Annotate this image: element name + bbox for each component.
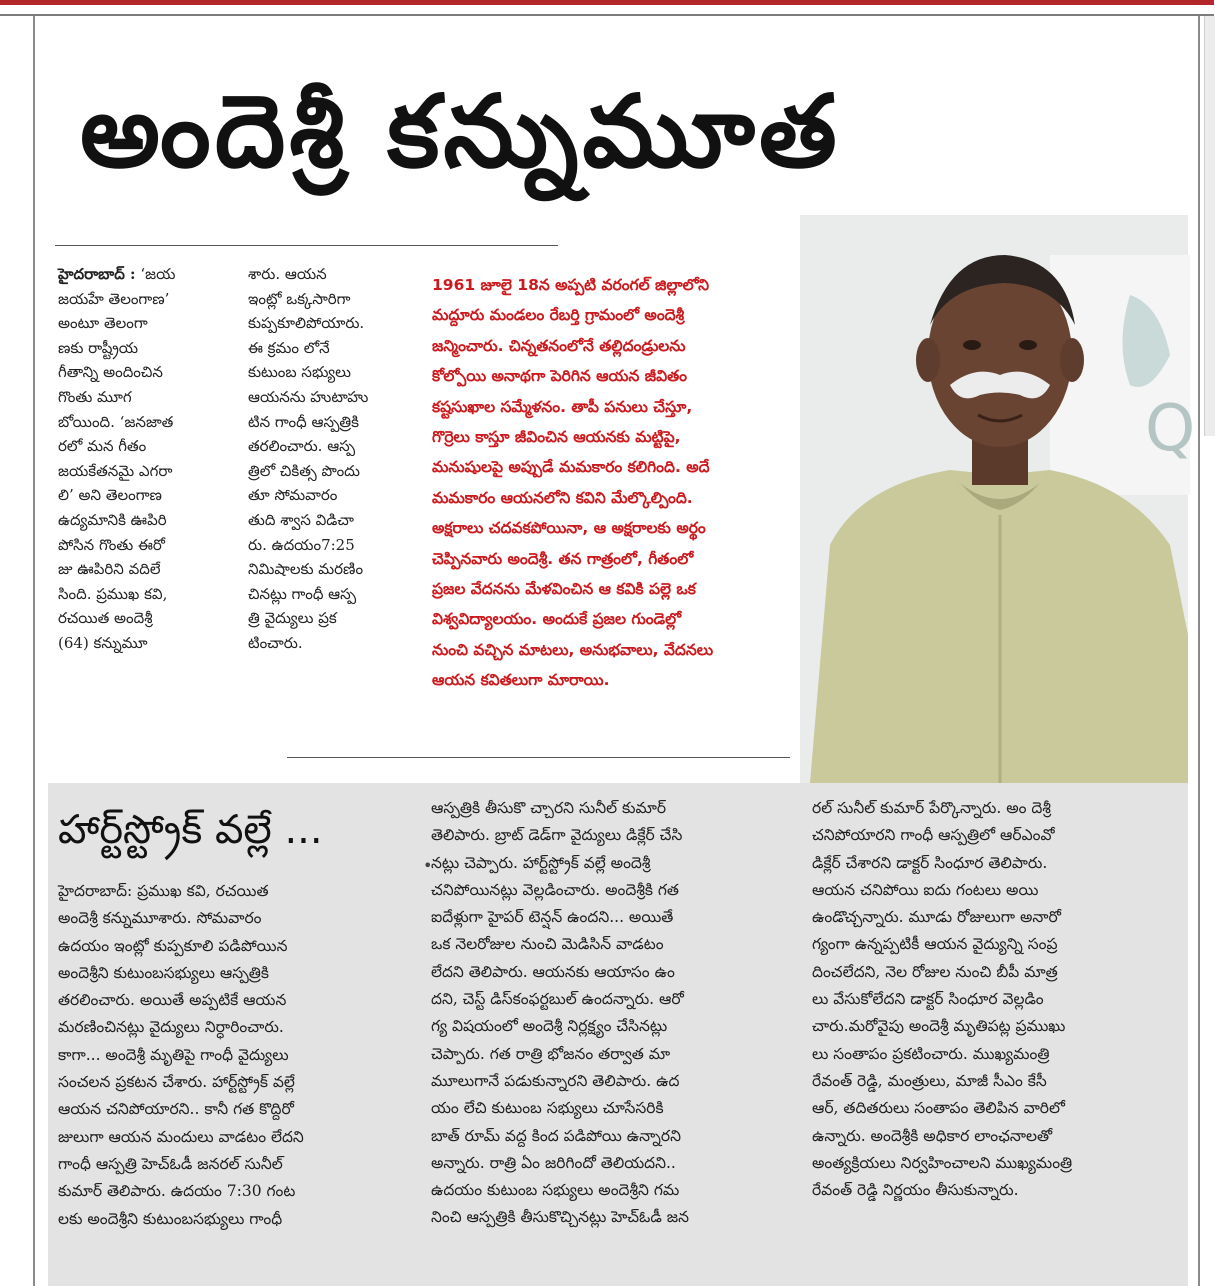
line: జయకేతనమై ఎగరా — [58, 461, 173, 480]
article-bottom-rule — [287, 757, 790, 758]
svg-text:Q: Q — [1145, 392, 1196, 466]
line: చినట్లు గాంధీ ఆస్ప — [248, 584, 357, 603]
line: లేదని తెలిపారు. ఆయనకు ఆయాసం ఉం — [431, 962, 675, 981]
line: మూలుగానే పడుకున్నారని తెలిపారు. ఉద — [431, 1071, 680, 1090]
top-color-bar — [0, 0, 1214, 5]
line: కుటుంబ సభ్యులు — [248, 363, 351, 382]
sidebar-column-2 — [431, 795, 799, 1232]
line: రేవంత్ రెడ్డి నిర్ణయం తీసుకున్నారు. — [812, 1181, 1019, 1200]
line: జు ఊపిరిని వదిలే — [58, 560, 161, 579]
line: గొర్రెలు కాస్తూ జీవించిన ఆయనకు మట్టిపై, — [432, 428, 681, 447]
line: ఆర్, తదితరులు సంతాపం తెలిపిన వారిలో — [812, 1099, 1065, 1118]
line: అందెశ్రీ కన్నుమూశారు. సోమవారం — [58, 909, 262, 928]
line: నించి ఆస్పత్రికి తీసుకొచ్చినట్లు హెచ్ఓడీ జన — [431, 1208, 689, 1227]
dateline: హైదరాబాద్ : — [58, 265, 136, 283]
line: చారు.మరోవైపు అందెశ్రీ మృతిపట్ల ప్రముఖు — [812, 1017, 1066, 1036]
line: తెలిపారు. బ్రాట్ డెడ్‌గా వైద్యులు డిక్లేర్ చేసి — [431, 826, 683, 845]
line: అంత్యక్రియలు నిర్వహించాలని ముఖ్యమంత్రి — [812, 1153, 1073, 1172]
line: (64) కన్నుమూ — [58, 633, 148, 652]
bullet-marker: • — [423, 856, 433, 875]
line: ఆస్పత్రికి తీసుకొ చ్చారని సునీల్ కుమార్ — [431, 799, 667, 817]
line: రల్ సునీల్ కుమార్ పేర్కొన్నారు. అం దెశ్రీ — [812, 799, 1051, 817]
line: తరలించారు. ఆస్ప — [248, 437, 356, 456]
line: శారు. ఆయన — [248, 265, 327, 283]
sidebar-column-3 — [812, 795, 1182, 1204]
line: మనుషులపై అప్పుడే మమకారం కలిగింది. అదే — [432, 458, 710, 477]
line: ఉదయం ఇంట్లో కుప్పకూలి పడిపోయిన — [58, 936, 288, 955]
line: ఇంట్లో ఒక్కసారిగా — [248, 289, 351, 308]
line: కుప్పకూలిపోయారు. — [248, 314, 365, 333]
line: జయహే తెలంగాణ’ — [58, 289, 170, 308]
line: దించలేదని, నెల రోజుల నుంచి బీపీ మాత్ర — [812, 962, 1058, 981]
line: ఐదేళ్లుగా హైపర్ టెన్షన్ ఉందని... అయితే — [431, 908, 674, 927]
line: గాంధీ ఆస్పత్రి హెచ్ఓడీ జనరల్ సునీల్ — [58, 1154, 283, 1173]
line: గ్య విషయంలో అందెశ్రీ నిర్లక్ష్యం చేసినట్లు — [431, 1017, 668, 1036]
line: ఈ క్రమం లోనే — [248, 338, 330, 357]
headline-underline — [55, 245, 558, 246]
line: నిమిషాలకు మరణిం — [248, 560, 364, 579]
line: దని, చెస్ట్ డిస్‌కంఫర్టబుల్ ఉందన్నారు. ఆరో — [431, 990, 684, 1009]
line: త్రి వైద్యులు ప్రక — [248, 609, 337, 628]
line: చెప్పినవారు అందెశ్రీ. తన గాత్రంలో, గీతంలో — [432, 549, 694, 568]
line: టించారు. — [248, 633, 303, 652]
line: కష్టసుఖాల సమ్మేళనం. తాపీ పనులు చేస్తూ, — [432, 397, 693, 416]
highlight-paragraph — [432, 270, 820, 696]
line: గీతాన్ని అందించిన — [58, 363, 163, 382]
line: రు. ఉదయం7:25 — [248, 535, 355, 554]
line: ఉదయం కుటుంబ సభ్యులు అందెశ్రీని గమ — [431, 1181, 680, 1200]
line: కాగా... అందెశ్రీ మృతిపై గాంధీ వైద్యులు — [58, 1045, 289, 1064]
line: యం లేచి కుటుంబ సభ్యులు చూసేసరికి — [431, 1099, 664, 1118]
line: అంటూ తెలంగా — [58, 314, 148, 333]
line: హైదరాబాద్: ప్రముఖ కవి, రచయిత — [58, 882, 269, 900]
line: కోల్పోయి అనాథగా పెరిగిన ఆయన జీవితం — [432, 367, 688, 386]
article-column-2 — [248, 262, 418, 656]
line: రలో మన గీతం — [58, 437, 147, 456]
line: త్రిలో చికిత్స పొందు — [248, 461, 360, 480]
line: ఉన్నారు. అందెశ్రీకి అధికార లాంఛనాలతో — [812, 1126, 1053, 1145]
line: మద్దూరు మండలం రేబర్తి గ్రామంలో అందెశ్రీ — [432, 306, 685, 325]
headline: అందెశ్రీ కన్నుమూత — [80, 73, 841, 190]
line: చెప్పారు. గత రాత్రి భోజనం తర్వాత మా — [431, 1044, 671, 1063]
line: తూ సోమవారం — [248, 486, 338, 505]
line: నట్లు చెప్పారు. హార్ట్‌స్ట్రోక్ వల్లే అందెశ్రీ — [431, 853, 651, 872]
line: అందెశ్రీని కుటుంబసభ్యులు ఆస్పత్రికి — [58, 963, 269, 982]
article-column-1 — [58, 262, 238, 656]
line — [58, 262, 238, 287]
line: లకు అందెశ్రీని కుటుంబసభ్యులు గాంధీ — [58, 1209, 283, 1228]
line: లు సంతాపం ప్రకటించారు. ముఖ్యమంత్రి — [812, 1044, 1050, 1063]
line: లి’ అని తెలంగాణ — [58, 486, 162, 505]
line: అక్షరాలు చదవకపోయినా, ఆ అక్షరాలకు అర్థం — [432, 519, 706, 538]
line: చనిపోయినట్లు వెల్లడించారు. అందెశ్రీకి గత — [431, 880, 679, 899]
portrait-illustration — [800, 215, 1196, 783]
line: గ్యంగా ఉన్నప్పటికీ ఆయన వైద్యున్ని సంప్ర — [812, 935, 1058, 954]
line: సింది. ప్రముఖ కవి, — [58, 584, 168, 603]
line: జన్మించారు. చిన్నతనంలోనే తల్లిదండ్రులను — [432, 336, 686, 355]
line: లు వేసుకోలేదని డాక్టర్ సింధూర వెల్లడిం — [812, 990, 1044, 1009]
portrait-photo — [800, 215, 1196, 783]
line: బోయింది. ‘జనజాత — [58, 412, 174, 431]
line: ఆయన చనిపోయారని.. కానీ గత కొద్దిరో — [58, 1100, 294, 1119]
sidebar-column-1 — [58, 878, 418, 1233]
line: జులుగా ఆయన మందులు వాడటం లేదని — [58, 1127, 304, 1146]
line: ప్రజల వేదనను మేళవించిన ఆ కవికి పల్లె ఒక — [432, 580, 696, 599]
line: కుమార్ తెలిపారు. ఉదయం 7:30 గంట — [58, 1182, 296, 1201]
line: డిక్లేర్ చేశారని డాక్టర్ సింధూర తెలిపారు. — [812, 853, 1048, 872]
line: అన్నారు. రాత్రి ఏం జరిగిందో తెలియదని.. — [431, 1153, 676, 1172]
sidebar-heading: హార్ట్‌స్ట్రోక్ వల్లే ... — [58, 807, 323, 853]
line: విశ్వవిద్యాలయం. అందుకే ప్రజల గుండెల్లో — [432, 610, 682, 629]
line: ఉండొచ్చన్నారు. మూడు రోజులుగా అనారో — [812, 908, 1061, 927]
line: చనిపోయారని గాంధీ ఆస్పత్రిలో ఆర్ఎంవో — [812, 826, 1055, 845]
line: ణకు రాష్ట్రీయ — [58, 338, 139, 357]
line: ఆయన కవితలుగా మారాయి. — [432, 671, 610, 690]
line: పోసిన గొంతు ఈరో — [58, 535, 165, 554]
line: నుంచి వచ్చిన మాటలు, అనుభవాలు, వేదనలు — [432, 640, 714, 659]
line-text: ‘జయ — [140, 265, 176, 283]
line: టిన గాంధీ ఆస్పత్రికి — [248, 412, 359, 431]
line: ఆయన చనిపోయి ఐదు గంటలు అయి — [812, 880, 1039, 899]
line: తుది శ్వాస విడిచా — [248, 510, 354, 529]
line: ఉద్యమానికి ఊపిరి — [58, 510, 167, 529]
line: 1961 జూలై 18న అప్పటి వరంగల్ జిల్లాలోని — [432, 276, 710, 294]
line: మమకారం ఆయనలోని కవిని మేల్కొల్పింది. — [432, 488, 693, 507]
line: రేవంత్ రెడ్డి, మంత్రులు, మాజీ సీఎం కేసీ — [812, 1071, 1047, 1090]
line: ఒక నెలరోజుల నుంచి మెడిసిన్ వాడటం — [431, 935, 664, 954]
line: సంచలన ప్రకటన చేశారు. హార్ట్‌స్ట్రోక్ వల్లే — [58, 1073, 295, 1092]
line: తరలించారు. అయితే అప్పటికే ఆయన — [58, 991, 287, 1010]
line: ఆయనను హుటాహు — [248, 387, 369, 406]
line: మరణించినట్లు వైద్యులు నిర్ధారించారు. — [58, 1018, 284, 1037]
line: రచయిత అందెశ్రీ — [58, 609, 153, 628]
adjacent-page-edge — [1204, 16, 1215, 436]
line: గొంతు మూగ — [58, 387, 132, 406]
line: బాత్ రూమ్ వద్ద కింద పడిపోయి ఉన్నారని — [431, 1126, 681, 1145]
